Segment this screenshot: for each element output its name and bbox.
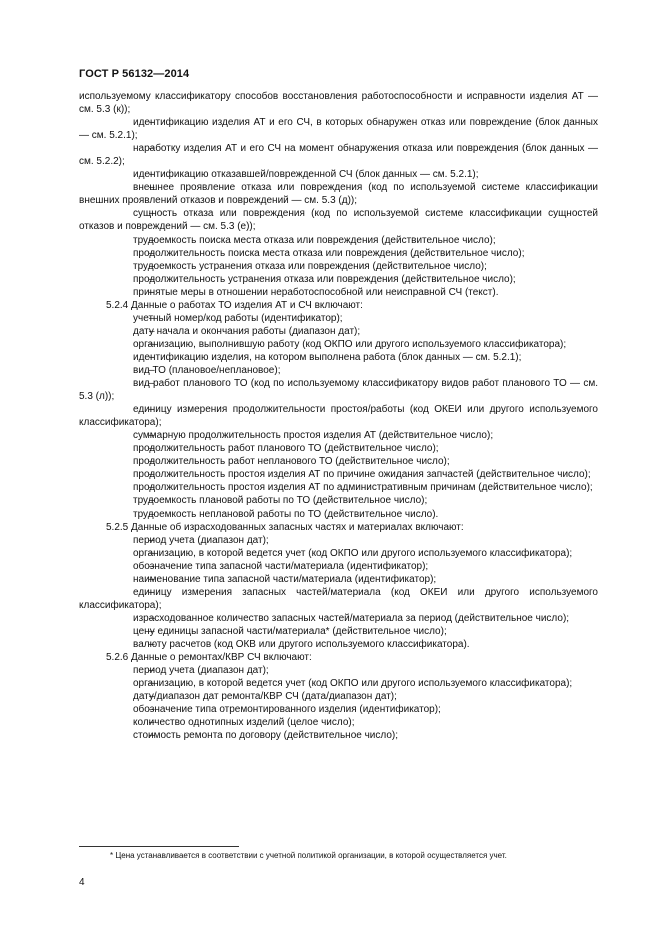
list-item: – продолжительность работ планового ТО (действительное число); [79,442,598,455]
list-item: – трудоемкость неплановой работы по ТО (действительное число). [79,508,598,521]
list-item: – израсходованное количество запасных частей/материала за период (действительное число); [79,612,598,625]
list-item: – трудоемкость устранения отказа или повреждения (действительное число); [79,260,598,273]
list-item: – продолжительность простоя изделия АТ по причине ожидания запчастей (действительное число); [79,468,598,481]
list-item: – сущность отказа или повреждения (код по используемой системе классификации сущностей отказов и повреждений — см. 5.3 (е)); [79,207,598,233]
list-item: – идентификацию отказавшей/поврежденной СЧ (блок данных — см. 5.2.1); [79,168,598,181]
list-item: – продолжительность поиска места отказа или повреждения (действительное число); [79,247,598,260]
section-heading: 5.2.6 Данные о ремонтах/КВР СЧ включают: [106,652,312,664]
list-item: – идентификацию изделия, на котором выполнена работа (блок данных — см. 5.2.1); [79,351,598,364]
list-item: – стоимость ремонта по договору (действительное число); [79,729,598,742]
list-item: – дату начала и окончания работы (диапазон дат); [79,325,598,338]
list-item: – период учета (диапазон дат); [79,664,598,677]
list-item: – организацию, в которой ведется учет (код ОКПО или другого используемого классификатора); [79,547,598,560]
list-item: – единицу измерения продолжительности простоя/работы (код ОКЕИ или другого используемого классификатора); [79,403,598,429]
list-item: – единицу измерения запасных частей/материала (код ОКЕИ или другого используемого классификатора); [79,586,598,612]
list-item: – обозначение типа запасной части/материала (идентификатор); [79,560,598,573]
list-item: – учетный номер/код работы (идентификатор); [79,312,598,325]
list-item: – трудоемкость поиска места отказа или повреждения (действительное число); [79,234,598,247]
footnote: * Цена устанавливается в соответствии с учетной политикой организации, в которой осуществляется учет. [110,851,507,860]
list-item: – суммарную продолжительность простоя изделия АТ (действительное число); [79,429,598,442]
body-text [79,90,598,742]
list-item: – продолжительность работ непланового ТО (действительное число); [79,455,598,468]
list-item: – продолжительность устранения отказа или повреждения (действительное число); [79,273,598,286]
document-header: ГОСТ Р 56132—2014 [79,68,190,80]
footnote-rule [79,846,239,847]
list-item: – принятые меры в отношении неработоспособной или неисправной СЧ (текст). [79,286,598,299]
list-item: – наработку изделия АТ и его СЧ на момент обнаружения отказа или повреждения (блок данных — см. 5.2.2); [79,142,598,168]
list-item: – вид ТО (плановое/неплановое); [79,364,598,377]
list-item: – продолжительность простоя изделия АТ по административным причинам (действительное число); [79,481,598,494]
list-item: – внешнее проявление отказа или повреждения (код по используемой системе классификации внешних проявлений отказов и повреждений — см. 5.3 (д)); [79,181,598,207]
section-heading: 5.2.4 Данные о работах ТО изделия АТ и СЧ включают: [106,299,363,311]
list-item: – трудоемкость плановой работы по ТО (действительное число); [79,494,598,507]
list-item: – обозначение типа отремонтированного изделия (идентификатор); [79,703,598,716]
list-item: – организацию, в которой ведется учет (код ОКПО или другого используемого классификатора); [79,677,598,690]
page-number: 4 [79,877,85,888]
list-item: – организацию, выполнившую работу (код ОКПО или другого используемого классификатора); [79,338,598,351]
list-item: – дату/диапазон дат ремонта/КВР СЧ (дата/диапазон дат); [79,690,598,703]
list-item: – валюту расчетов (код ОКВ или другого используемого классификатора). [79,638,598,651]
list-item: – идентификацию изделия АТ и его СЧ, в которых обнаружен отказ или повреждение (блок данных — см. 5.2.1); [79,116,598,142]
list-item: – цену единицы запасной части/материала* (действительное число); [79,625,598,638]
section-heading: 5.2.5 Данные об израсходованных запасных частях и материалах включают: [106,521,464,533]
list-item: – период учета (диапазон дат); [79,534,598,547]
list-item: – количество однотипных изделий (целое число); [79,716,598,729]
list-item: – наименование типа запасной части/материала (идентификатор); [79,573,598,586]
list-item: – вид работ планового ТО (код по используемому классификатору видов работ планового ТО — см. 5.3 (л)); [79,377,598,403]
paragraph: используемому классификатору способов восстановления работоспособности и исправности изделия АТ — см. 5.3 (к)); [79,91,598,116]
